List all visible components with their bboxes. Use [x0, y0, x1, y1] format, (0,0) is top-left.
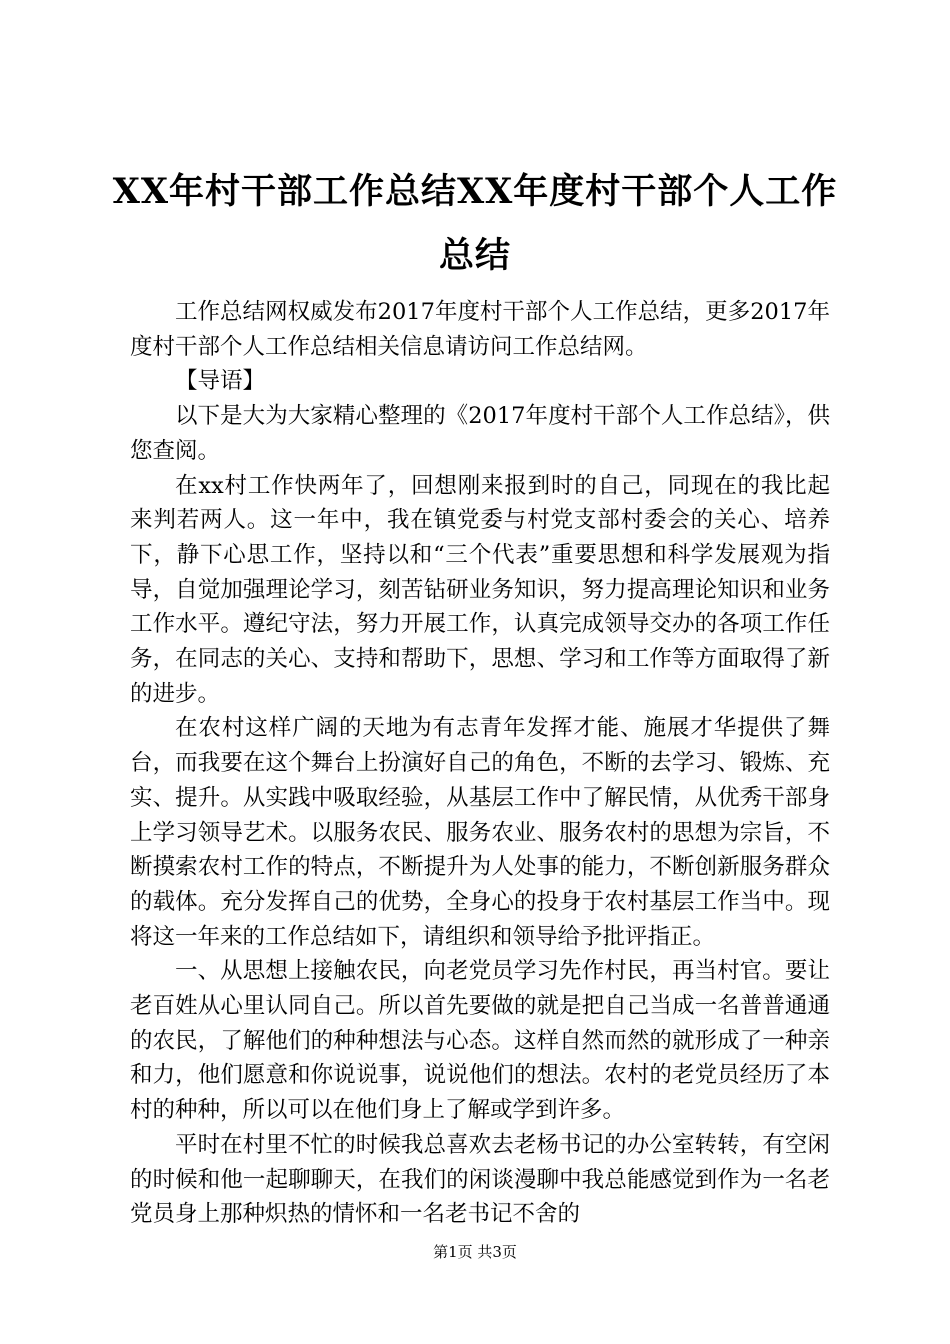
page-footer: 第1页 共3页 — [433, 1243, 517, 1261]
paragraph-section-1: 一、从思想上接触农民，向老党员学习先作村民，再当村官。要让老百姓从心里认同自己。所以首先要做的就是把自己当成一名普普通通的农民，了解他们的种种想法与心态。这样自然而然的就形成了一种亲和力，他们愿意和你说说事，说说他们的想法。农村的老党员经历了本村的种种，所以可以在他们身上了解或学到许多。 — [130, 958, 830, 1124]
paragraph-lead: 以下是大为大家精心整理的《2017年度村干部个人工作总结》，供您查阅。 — [130, 403, 830, 464]
paragraph-body-1: 在xx村工作快两年了，回想刚来报到时的自己，同现在的我比起来判若两人。这一年中，我在镇党委与村党支部村委会的关心、培养下，静下心思工作，坚持以和“三个代表”重要思想和科学发展观为指导，自觉加强理论学习，刻苦钻研业务知识，努力提高理论知识和业务工作水平。遵纪守法，努力开展工作，认真完成领导交办的各项工作任务，在同志的关心、支持和帮助下，思想、学习和工作等方面取得了新的进步。 — [130, 472, 830, 707]
document-body — [130, 295, 830, 1232]
paragraph-body-3: 平时在村里不忙的时候我总喜欢去老杨书记的办公室转转，有空闲的时候和他一起聊聊天，在我们的闲谈漫聊中我总能感觉到作为一名老党员身上那种炽热的情怀和一名老书记不舍的 — [130, 1131, 830, 1228]
paragraph-intro: 工作总结网权威发布2017年度村干部个人工作总结，更多2017年度村干部个人工作总结相关信息请访问工作总结网。 — [130, 299, 830, 360]
document-title: XX年村干部工作总结XX年度村干部个人工作总结 — [112, 171, 838, 276]
paragraph-lead-heading: 【导语】 — [175, 368, 266, 395]
paragraph-body-2: 在农村这样广阔的天地为有志青年发挥才能、施展才华提供了舞台，而我要在这个舞台上扮演好自己的角色，不断的去学习、锻炼、充实、提升。从实践中吸取经验，从基层工作中了解民情，从优秀干部身上学习领导艺术。以服务农民、服务农业、服务农村的思想为宗旨，不断摸索农村工作的特点，不断提升为人处事的能力，不断创新服务群众的载体。充分发挥自己的优势，全身心的投身于农村基层工作当中。现将这一年来的工作总结如下，请组织和领导给予批评指正。 — [130, 715, 830, 950]
